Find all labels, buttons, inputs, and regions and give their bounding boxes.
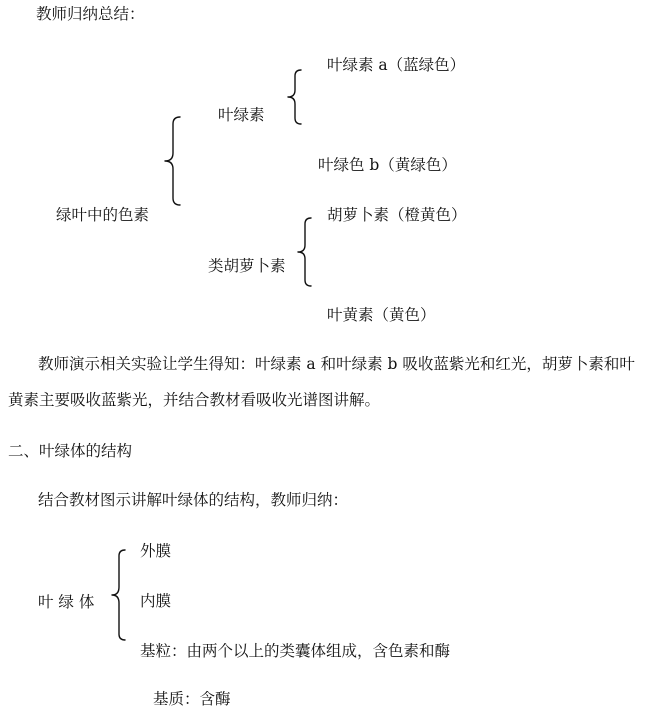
pigment-main-brace bbox=[160, 115, 186, 207]
carotenoid-label: 类胡萝卜素 bbox=[208, 257, 286, 275]
carotene-label: 胡萝卜素（橙黄色） bbox=[327, 206, 467, 224]
summary-title: 教师归纳总结： bbox=[36, 5, 145, 23]
xanthophyll-label: 叶黄素（黄色） bbox=[327, 306, 436, 324]
chlorophyll-label: 叶绿素 bbox=[218, 106, 265, 124]
chloroplast-brace bbox=[108, 548, 130, 642]
chlorophyll-brace bbox=[284, 68, 306, 126]
chlorophyll-a-label: 叶绿素 a（蓝绿色） bbox=[327, 56, 466, 74]
carotenoid-brace bbox=[294, 216, 316, 288]
outer-membrane-label: 外膜 bbox=[140, 542, 172, 560]
inner-membrane-label: 内膜 bbox=[140, 592, 172, 610]
chlorophyll-b-label: 叶绿色 b（黄绿色） bbox=[318, 156, 457, 174]
section-heading: 二、叶绿体的结构 bbox=[8, 442, 133, 460]
grana-label: 基粒：由两个以上的类囊体组成，含色素和酶 bbox=[140, 642, 451, 660]
stroma-label: 基质：含酶 bbox=[153, 690, 231, 708]
demo-paragraph: 教师演示相关实验让学生得知：叶绿素 a 和叶绿素 b 吸收蓝紫光和红光，胡萝卜素和叶黄素主要吸收蓝紫光，并结合教材看吸收光谱图讲解。 bbox=[8, 355, 635, 409]
pigment-root-label: 绿叶中的色素 bbox=[56, 206, 150, 224]
structure-intro: 结合教材图示讲解叶绿体的结构，教师归纳： bbox=[38, 491, 349, 509]
chloroplast-label: 叶 绿 体 bbox=[38, 593, 95, 611]
